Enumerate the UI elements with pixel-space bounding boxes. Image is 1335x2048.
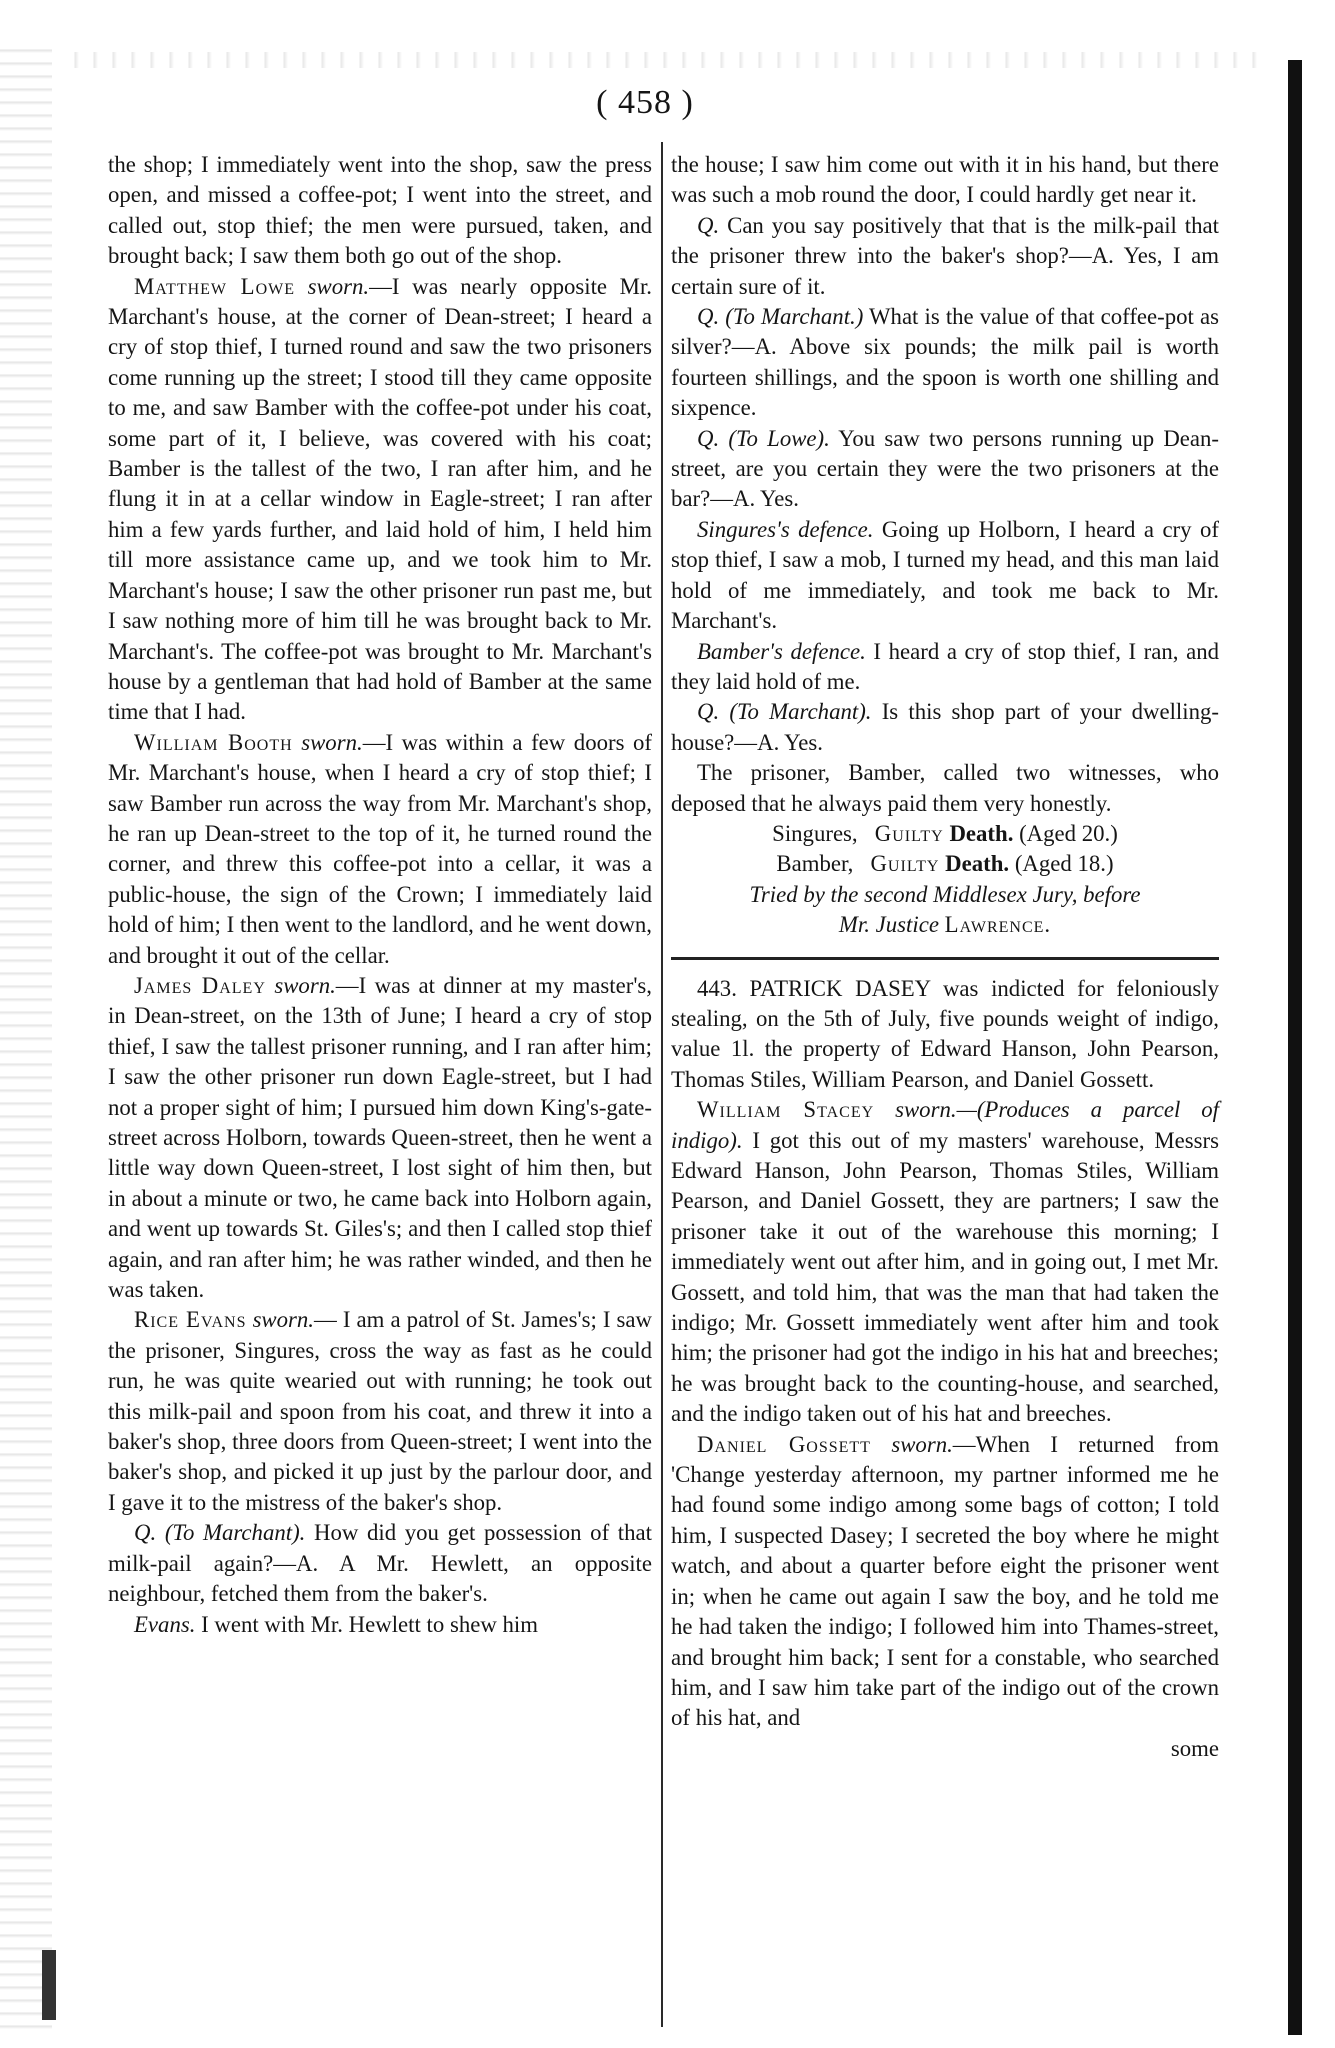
verdict-line [671,819,1219,849]
right-column [671,150,1219,1764]
page-number: ( 458 ) [596,84,694,121]
addressee: (To Marchant). [164,1520,306,1546]
verdict: Guilty [870,851,940,877]
catchword-line [671,1734,1219,1764]
page-edge-speckle [60,52,1260,68]
column-divider [661,142,663,2027]
sworn-label: sworn. [274,972,336,998]
speaker-label: Evans. [134,1611,196,1637]
sentence: Death. [945,851,1010,877]
paragraph-text: —I was within a few doors of Mr. Marchant's house, when I heard a cry of stop thief; I saw Bamber run across the way from Mr. Marchant's shop, he ran up Dean-street to the top of it, he turned round the corner, and threw this coffee-pot into a cellar, it was a public-house, the sign of the Crown; I immediately laid hold of him; I then went to the landlord, and he went down, and brought it out of the cellar. [108,729,652,968]
age: (Aged 20.) [1019,820,1118,846]
prisoner-name: Singures, [772,820,858,846]
witness-name: William Stacey [697,1097,875,1123]
page-edge-bar [1288,60,1302,2035]
justice-name: Lawrence. [944,912,1052,938]
paragraph [108,272,652,728]
paragraph-text: —I was at dinner at my master's, in Dean-street, on the 13th of June; I heard a cry of stop thief, I saw the tallest prisoner running, and I ran after him; I saw the other prisoner run down Eagle-street, but I had not a proper sight of him; I pursued him down King's-gate-street across Holborn, towards Queen-street, then he went a little way down Queen-street, I lost sight of him then, but in about a minute or two, he came back into Holborn again, and went up towards St. Giles's; and then I called stop thief again, and ran after him; he was rather winded, and then he was taken. [108,972,652,1303]
paragraph [108,1305,652,1518]
sworn-label: sworn. [891,1431,953,1457]
paragraph-text: the house; I saw him come out with it in his hand, but there was such a mob round the door, I could hardly get near it. [671,152,1219,208]
sworn-label: sworn. [895,1097,957,1123]
sworn-label: sworn. [301,729,363,755]
witness-name: Rice Evans [134,1307,247,1333]
paragraph-text: What is the value of that coffee-pot as silver?—A. Above six pounds; the milk pail is worth fourteen shillings, and the spoon is worth one shilling and sixpence. [671,304,1219,421]
paragraph [671,150,1219,211]
paragraph-text: 443. PATRICK DASEY was indicted for feloniously stealing, on the 5th of July, five pounds weight of indigo, value 1l. the property of Edward Hanson, John Pearson, Thomas Stiles, William Pearson, and Daniel Gossett. [671,975,1219,1092]
question-marker: Q. [697,212,720,238]
witness-name: Matthew Lowe [134,273,296,299]
paragraph [108,1610,652,1640]
paragraph [671,1095,1219,1429]
paragraph-text: I heard a cry of stop thief, I ran, and they laid hold of me. [671,638,1219,694]
paragraph-text: The prisoner, Bamber, called two witnesses, who deposed that he always paid them very honestly. [671,760,1219,816]
stage-note: —(Produces a parcel of indigo). [671,1097,1219,1153]
paragraph-text: I went with Mr. Hewlett to shew him [195,1611,538,1637]
case-separator-rule [671,957,1219,960]
left-column [108,150,652,1640]
paragraph [671,515,1219,637]
age: (Aged 18.) [1014,851,1114,877]
paragraph [108,1518,652,1609]
paragraph [671,424,1219,515]
paragraph-text: —I was nearly opposite Mr. Marchant's house, at the corner of Dean-street; I heard a cry of stop thief, I turned round and saw the two prisoners come running up the street; I stood till they came opposite to me, and saw Bamber with the coffee-pot under his coat, some part of it, I believe, was covered with his coat; Bamber is the tallest of the two, I ran after him, and he flung it in at a cellar window in Eagle-street; I ran after him a few yards further, and laid hold of him, I held him till more assistance came up, and we took him to Mr. Marchant's house; I saw the other prisoner run past me, but I saw nothing more of him till he was brought back to Mr. Marchant's. The coffee-pot was brought to Mr. Marchant's house by a gentleman that had hold of Bamber at the same time that I had. [108,273,652,725]
witness-name: James Daley [134,972,266,998]
tried-by: Tried by the second Middlesex Jury, before [749,881,1141,907]
paragraph [671,637,1219,698]
tried-by-line [671,880,1219,910]
witness-name: William Booth [134,729,293,755]
addressee: (To Lowe). [728,425,830,451]
justice-line [671,910,1219,940]
paragraph [108,728,652,971]
sworn-label: sworn. [307,273,370,299]
paragraph-text: Can you say positively that that is the milk-pail that the prisoner threw into the baker's shop?—A. Yes, I am certain sure of it. [671,212,1219,299]
speaker-label: Bamber's defence. [697,638,866,664]
justice-prefix: Mr. Justice [838,912,939,938]
paragraph [671,974,1219,1096]
paragraph-text: I got this out of my masters' warehouse, Messrs Edward Hanson, John Pearson, Thomas Stiles, William Pearson, and Daniel Gossett, they are partners; I saw the prisoner take it out of the warehouse this morning; I immediately went out after him, and in going out, I met Mr. Gossett, and told him, that was the man that had taken the indigo; Mr. Gossett immediately went after him and took him; the prisoner had got the indigo in his hat and breeches; he was brought back to the counting-house, and searched, and the indigo taken out of his hat and breeches. [671,1127,1219,1427]
question-marker: Q. [134,1520,157,1546]
verdict: Guilty [874,820,944,846]
speaker-label: Singures's defence. [697,516,874,542]
paragraph [671,758,1219,819]
binding-edge [0,40,52,2030]
binding-edge-mark [42,1950,56,2020]
prisoner-name: Bamber, [776,851,854,877]
addressee: (To Marchant.) [725,304,864,330]
witness-name: Daniel Gossett [697,1431,871,1457]
sworn-label: sworn. [252,1307,315,1333]
paragraph-text: the shop; I immediately went into the shop, saw the press open, and missed a coffee-pot; I went into the street, and called out, stop thief; the men were pursued, taken, and brought back; I saw them both go out of the shop. [108,152,652,269]
paragraph [671,302,1219,424]
paragraph [671,1430,1219,1734]
paragraph-text: — I am a patrol of St. James's; I saw the prisoner, Singures, cross the way as fast as he could run, he was quite wearied out with running; he took out this milk-pail and spoon from his coat, and threw it into a baker's shop, three doors from Queen-street; I went into the baker's shop, and picked it up just by the parlour door, and I gave it to the mistress of the baker's shop. [108,1307,652,1515]
question-marker: Q. [697,699,720,725]
addressee: (To Marchant). [729,699,872,725]
paragraph-text: You saw two persons running up Dean-street, are you certain they were the two prisoners at the bar?—A. Yes. [671,425,1220,512]
paragraph-text: —When I returned from 'Change yesterday afternoon, my partner informed me he had found some indigo among some bags of cotton; I told him, I suspected Dasey; I secreted the boy where he might watch, and about a quarter before eight the prisoner went in; when he came out again I saw the boy, and he told me he had taken the indigo; I followed him into Thames-street, and brought him back; I sent for a constable, who searched him, and I saw him take part of the indigo out of the crown of his hat, and [671,1431,1219,1731]
paragraph [108,150,652,272]
verdict-line [671,849,1219,879]
paragraph-text: How did you get possession of that milk-pail again?—A. A Mr. Hewlett, an opposite neighbour, fetched them from the baker's. [108,1520,652,1607]
question-marker: Q. [697,425,720,451]
paragraph-text: Is this shop part of your dwelling-house?—A. Yes. [671,699,1219,755]
paragraph [671,211,1219,302]
question-marker: Q. [697,304,720,330]
paragraph [108,971,652,1305]
paragraph [671,697,1219,758]
catchword: some [1170,1735,1219,1761]
paragraph-text: Going up Holborn, I heard a cry of stop thief, I saw a mob, I turned my head, and this man laid hold of me immediately, and took me back to Mr. Marchant's. [671,516,1219,634]
sentence: Death. [949,820,1014,846]
